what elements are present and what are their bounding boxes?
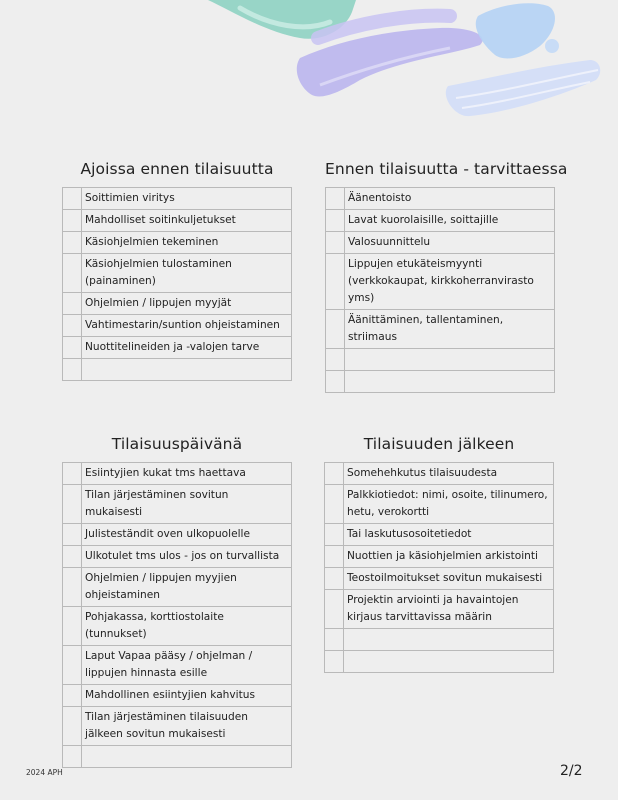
checklist-row (325, 463, 554, 485)
checklist-row (326, 188, 555, 210)
checkbox-cell[interactable] (326, 210, 345, 232)
checklist-item (345, 371, 555, 393)
checklist-row (326, 371, 555, 393)
checkbox-cell[interactable] (325, 568, 344, 590)
checklist-row (325, 485, 554, 524)
checklist-item: Tilan järjestäminen sovitun mukaisesti (82, 485, 292, 524)
checklist-item: Soittimien viritys (82, 188, 292, 210)
checklist-row (325, 524, 554, 546)
checklist-item (344, 629, 554, 651)
checklist-row (63, 337, 292, 359)
checklist-item: Lippujen etukäteismyynti (verkkokaupat, kirkkoherranvirasto yms) (345, 254, 555, 310)
checkbox-cell[interactable] (326, 254, 345, 310)
checklist-item: Äänittäminen, tallentaminen, striimaus (345, 310, 555, 349)
paint-strokes-decoration (0, 0, 618, 135)
checklist-row (63, 546, 292, 568)
checklist-item (344, 651, 554, 673)
checkbox-cell[interactable] (63, 685, 82, 707)
checklist-item: Tai laskutusosoitetiedot (344, 524, 554, 546)
checklist-item: Pohjakassa, korttiostolaite (tunnukset) (82, 607, 292, 646)
section-after-event (324, 435, 554, 623)
checklist-row (326, 210, 555, 232)
section-before-event (62, 160, 292, 353)
checklist-row (326, 310, 555, 349)
checkbox-cell[interactable] (325, 524, 344, 546)
section-title: Tilaisuuspäivänä (111, 435, 243, 453)
checkbox-cell[interactable] (63, 707, 82, 746)
checklist-row (326, 254, 555, 310)
checklist-row (325, 546, 554, 568)
checkbox-cell[interactable] (326, 188, 345, 210)
checklist-item: Lavat kuorolaisille, soittajille (345, 210, 555, 232)
checkbox-cell[interactable] (325, 463, 344, 485)
checklist-item (345, 349, 555, 371)
blue-paint-stroke (446, 3, 600, 116)
checklist-row (63, 568, 292, 607)
checkbox-cell[interactable] (325, 485, 344, 524)
checkbox-cell[interactable] (63, 607, 82, 646)
checklist-row (63, 746, 292, 768)
checklist-row (63, 524, 292, 546)
checklist-item: Valosuunnittelu (345, 232, 555, 254)
checklist-row (326, 349, 555, 371)
checklist-row (326, 232, 555, 254)
section-title: Tilaisuuden jälkeen (363, 435, 515, 453)
checklist-item: Teostoilmoitukset sovitun mukaisesti (344, 568, 554, 590)
checkbox-cell[interactable] (63, 746, 82, 768)
checklist-row (63, 685, 292, 707)
checklist-item: Ohjelmien / lippujen myyjät (82, 293, 292, 315)
checkbox-cell[interactable] (325, 590, 344, 629)
checklist-item: Somehehkutus tilaisuudesta (344, 463, 554, 485)
checkbox-cell[interactable] (325, 629, 344, 651)
section-title: Ennen tilaisuutta - tarvittaessa (325, 160, 568, 178)
checkbox-cell[interactable] (63, 646, 82, 685)
checklist-item: Mahdolliset soitinkuljetukset (82, 210, 292, 232)
checkbox-cell[interactable] (63, 546, 82, 568)
checklist-row (63, 188, 292, 210)
checklist-item: Vahtimestarin/suntion ohjeistaminen (82, 315, 292, 337)
checkbox-cell[interactable] (63, 254, 82, 293)
checklist-row (63, 254, 292, 293)
checkbox-cell[interactable] (326, 349, 345, 371)
checklist-row (63, 707, 292, 746)
section-before-event-if-needed (325, 160, 568, 343)
checklist-row (63, 315, 292, 337)
checklist-item (82, 746, 292, 768)
checklist-item: Palkkiotiedot: nimi, osoite, tilinumero, hetu, verokortti (344, 485, 554, 524)
checkbox-cell[interactable] (63, 485, 82, 524)
checklist-item: Nuottien ja käsiohjelmien arkistointi (344, 546, 554, 568)
checklist-item: Käsiohjelmien tulostaminen (painaminen) (82, 254, 292, 293)
footer-copyright: 2024 APH (26, 768, 63, 777)
checklist-item: Projektin arviointi ja havaintojen kirjaus tarvittavissa määrin (344, 590, 554, 629)
checkbox-cell[interactable] (63, 568, 82, 607)
checklist-row (63, 232, 292, 254)
checklist-item: Mahdollinen esiintyjien kahvitus (82, 685, 292, 707)
checkbox-cell[interactable] (326, 232, 345, 254)
checklist-row (63, 463, 292, 485)
checkbox-cell[interactable] (63, 337, 82, 359)
checklist-row (325, 651, 554, 673)
checklist-row (63, 293, 292, 315)
checklist-row (325, 568, 554, 590)
checkbox-cell[interactable] (325, 651, 344, 673)
checklist-row (325, 590, 554, 629)
checklist-row (63, 485, 292, 524)
checklist-item (82, 359, 292, 381)
checklist-item: Esiintyjien kukat tms haettava (82, 463, 292, 485)
checkbox-cell[interactable] (63, 463, 82, 485)
checklist-item: Äänentoisto (345, 188, 555, 210)
checkbox-cell[interactable] (63, 293, 82, 315)
checkbox-cell[interactable] (63, 210, 82, 232)
checkbox-cell[interactable] (63, 188, 82, 210)
checklist-item: Nuottitelineiden ja -valojen tarve (82, 337, 292, 359)
checklist-item: Ohjelmien / lippujen myyjien ohjeistaminen (82, 568, 292, 607)
checklist-row (63, 359, 292, 381)
page-number: 2/2 (560, 763, 583, 779)
checklist-item: Tilan järjestäminen tilaisuuden jälkeen sovitun mukaisesti (82, 707, 292, 746)
checklist-item: Käsiohjelmien tekeminen (82, 232, 292, 254)
checkbox-cell[interactable] (63, 359, 82, 381)
checkbox-cell[interactable] (325, 546, 344, 568)
checklist-table (324, 462, 554, 673)
section-title: Ajoissa ennen tilaisuutta (80, 160, 274, 178)
checklist-table (325, 187, 555, 393)
checkbox-cell[interactable] (326, 371, 345, 393)
checklist-row (63, 210, 292, 232)
checklist-table (62, 462, 292, 768)
checklist-item: Laput Vapaa pääsy / ohjelman / lippujen hinnasta esille (82, 646, 292, 685)
checklist-row (63, 607, 292, 646)
checkbox-cell[interactable] (63, 315, 82, 337)
checklist-table (62, 187, 292, 381)
checklist-row (63, 646, 292, 685)
checkbox-cell[interactable] (63, 524, 82, 546)
checklist-item: Ulkotulet tms ulos - jos on turvallista (82, 546, 292, 568)
section-event-day (62, 435, 292, 740)
checklist-row (325, 629, 554, 651)
checkbox-cell[interactable] (326, 310, 345, 349)
checklist-item: Julisteständit oven ulkopuolelle (82, 524, 292, 546)
checkbox-cell[interactable] (63, 232, 82, 254)
